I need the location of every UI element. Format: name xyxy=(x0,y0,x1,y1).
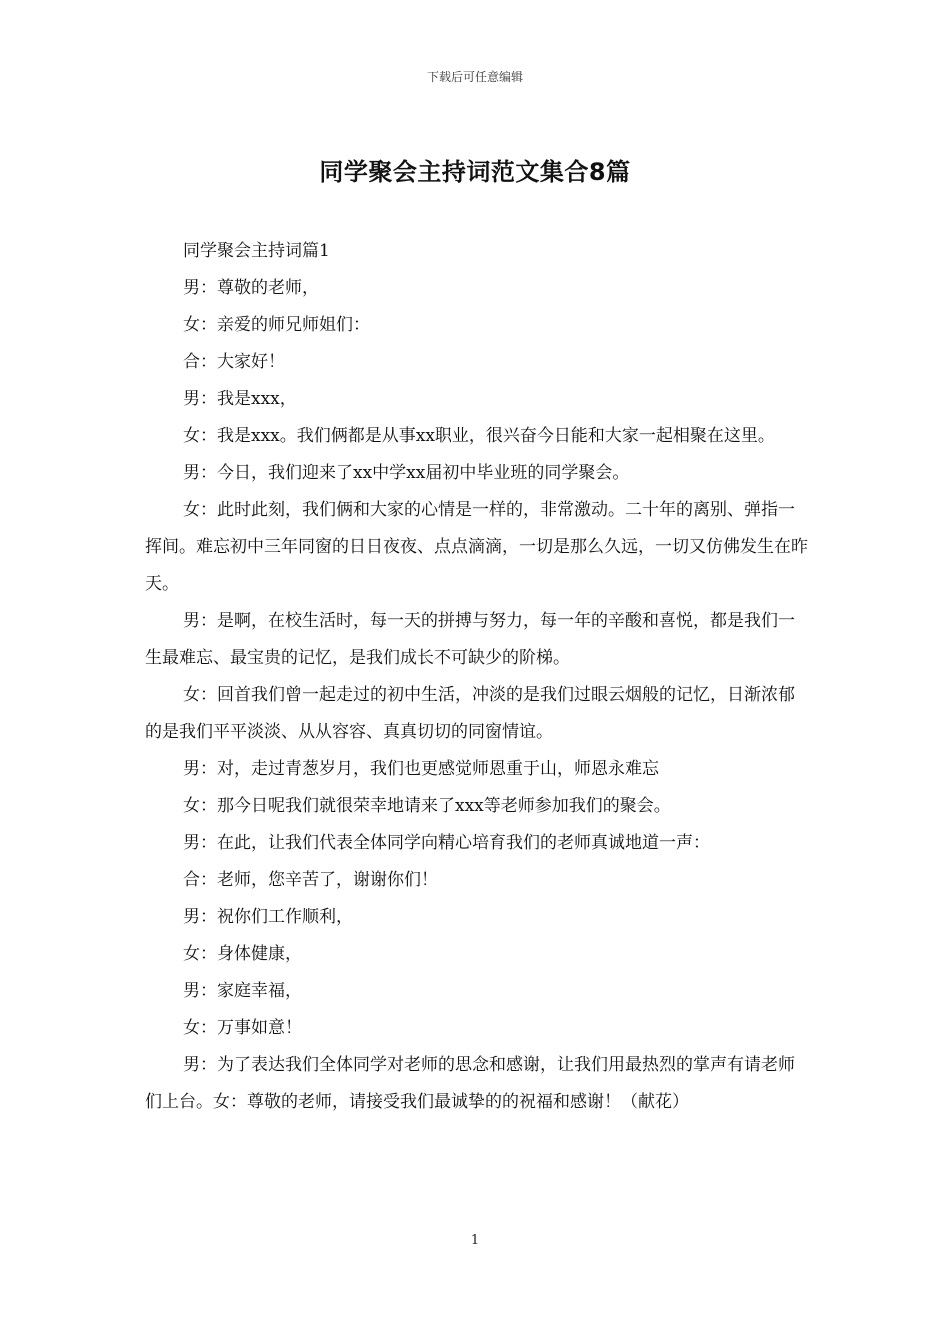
paragraph: 女：此时此刻，我们俩和大家的心情是一样的，非常激动。二十年的离别、弹指一挥间。难忘初中三年同窗的日日夜夜、点点滴滴，一切是那么久远，一切又仿佛发生在昨天。 xyxy=(145,500,808,594)
page-header-note: 下载后可任意编辑 xyxy=(426,70,523,84)
paragraph: 男：家庭幸福， xyxy=(183,981,302,1001)
document-title: 同学聚会主持词范文集合8篇 xyxy=(319,158,631,186)
paragraph: 男：尊敬的老师， xyxy=(183,278,319,298)
paragraph: 女：亲爱的师兄师姐们： xyxy=(183,315,370,335)
paragraph: 女：回首我们曾一起走过的初中生活，冲淡的是我们过眼云烟般的记忆，日渐浓郁的是我们平平淡淡、从从容容、真真切切的同窗情谊。 xyxy=(145,685,795,742)
paragraph: 女：万事如意！ xyxy=(183,1018,302,1038)
paragraph: 男：祝你们工作顺利， xyxy=(183,907,353,927)
paragraph: 合：大家好！ xyxy=(183,352,285,372)
paragraph: 合：老师，您辛苦了，谢谢你们！ xyxy=(183,870,438,890)
paragraph: 女：我是xxx。我们俩都是从事xx职业，很兴奋今日能和大家一起相聚在这里。 xyxy=(183,426,775,446)
paragraph: 男：我是xxx， xyxy=(183,389,297,409)
paragraph: 男：在此，让我们代表全体同学向精心培育我们的老师真诚地道一声： xyxy=(183,833,710,853)
paragraph: 同学聚会主持词篇1 xyxy=(183,241,330,261)
document-body xyxy=(145,233,810,1121)
page-number: 1 xyxy=(470,1233,480,1248)
paragraph: 女：身体健康， xyxy=(183,944,302,964)
paragraph: 男：对，走过青葱岁月，我们也更感觉师恩重于山，师恩永难忘 xyxy=(183,759,659,779)
paragraph: 男：是啊，在校生活时，每一天的拼搏与努力，每一年的辛酸和喜悦，都是我们一生最难忘、最宝贵的记忆，是我们成长不可缺少的阶梯。 xyxy=(145,611,795,668)
paragraph: 男：为了表达我们全体同学对老师的思念和感谢，让我们用最热烈的掌声有请老师们上台。女：尊敬的老师，请接受我们最诚挚的的祝福和感谢！（献花） xyxy=(145,1055,795,1112)
paragraph: 男：今日，我们迎来了xx中学xx届初中毕业班的同学聚会。 xyxy=(183,463,630,483)
paragraph: 女：那今日呢我们就很荣幸地请来了xxx等老师参加我们的聚会。 xyxy=(183,796,671,816)
